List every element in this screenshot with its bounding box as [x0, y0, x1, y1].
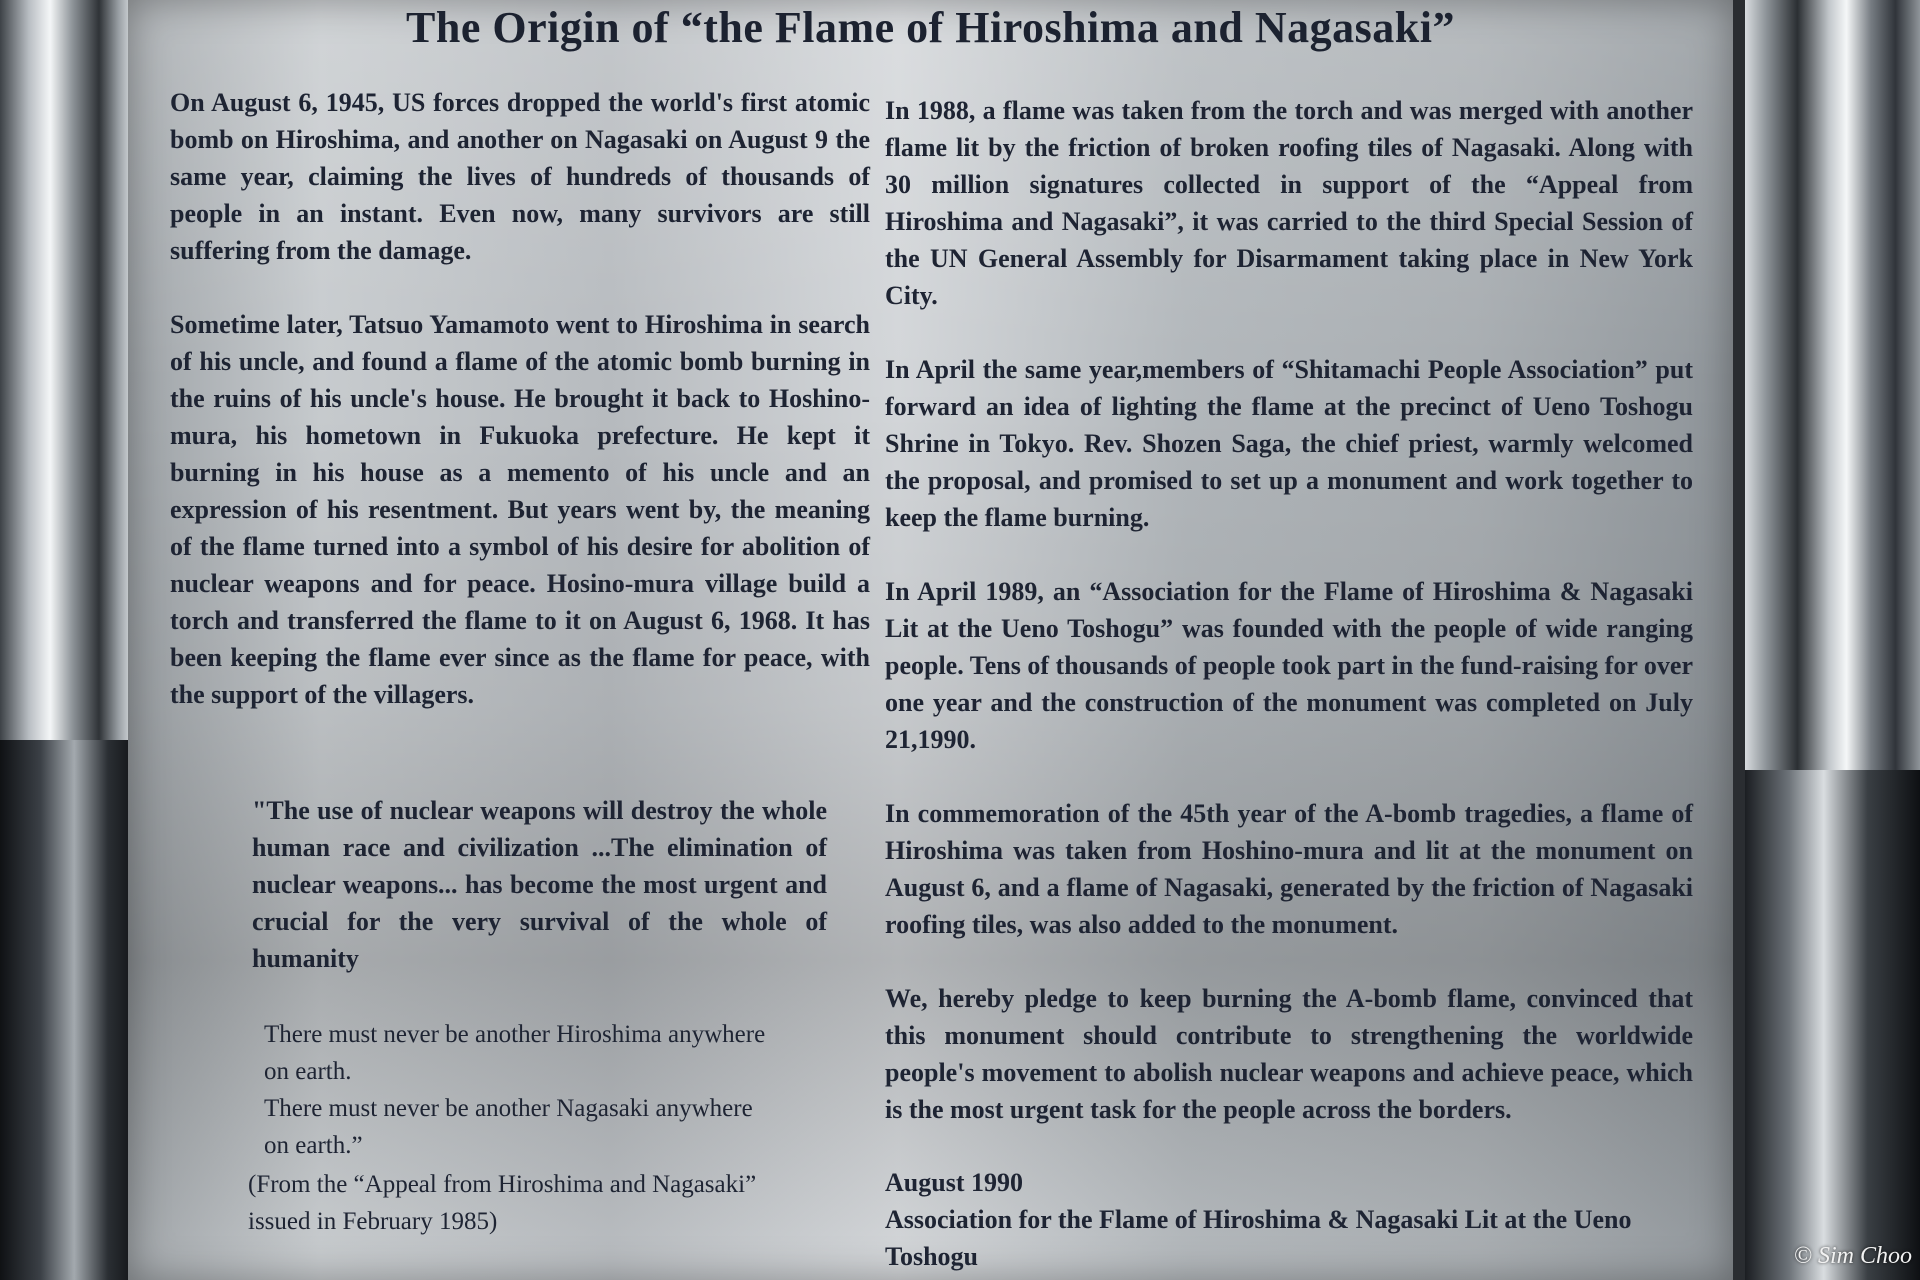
plaque-signature: Association for the Flame of Hiroshima & Nagasaki Lit at the Ueno Toshogu: [885, 1205, 1632, 1271]
source-line: issued in February 1985): [248, 1208, 498, 1235]
photo-watermark: © Sim Choo: [1793, 1243, 1912, 1269]
plaque-title: The Origin of “the Flame of Hiroshima and Nagasaki”: [406, 3, 1455, 52]
quote-line: on earth.: [264, 1058, 352, 1085]
plaque-signature-block: [885, 1164, 1693, 1275]
right-column: [885, 92, 1693, 1128]
left-column: [170, 84, 870, 713]
paragraph-commemoration: In commemoration of the 45th year of the A-bomb tragedies, a flame of Hiroshima was taken from Hoshino-mura and lit at the monument on August 6, and a flame of Nagasaki, generated by the friction of Nagasaki roofing tiles, was also added to the monument.: [885, 799, 1693, 939]
quote-line: on earth.”: [264, 1132, 363, 1159]
left-post-base: [0, 740, 135, 1280]
quote-line: There must never be another Nagasaki anywhere: [264, 1095, 753, 1122]
paragraph-yamamoto: Sometime later, Tatsuo Yamamoto went to Hiroshima in search of his uncle, and found a flame of the atomic bomb burning in the ruins of his uncle's house. He brought it back to Hoshino-mura, his hometown in Fukuoka prefecture. He kept it burning in his house as a memento of his uncle and an expression of his resentment. But years went by, the meaning of the flame turned into a symbol of his desire for abolition of nuclear weapons and for peace. Hosino-mura village build a torch and transferred the flame to it on August 6, 1968. It has been keeping the flame ever since as the flame for peace, with the support of the villagers.: [170, 310, 870, 709]
quote-source: [248, 1166, 868, 1240]
plaque-date: August 1990: [885, 1168, 1023, 1197]
paragraph-1988: In 1988, a flame was taken from the torch and was merged with another flame lit by the friction of broken roofing tiles of Nagasaki. Along with 30 million signatures collected in support of the “Appeal from Hiroshima and Nagasaki”, it was carried to the third Special Session of the UN General Assembly for Disarmament taking place in New York City.: [885, 96, 1693, 310]
quote-line: There must never be another Hiroshima anywhere: [264, 1021, 766, 1048]
paragraph-april-1988: In April the same year,members of “Shitamachi People Association” put forward an idea of lighting the flame at the precinct of Ueno Toshogu Shrine in Tokyo. Rev. Shozen Saga, the chief priest, warmly welcomed the proposal, and promised to set up a monument and work together to keep the flame burning.: [885, 355, 1693, 532]
paragraph-bombing: On August 6, 1945, US forces dropped the world's first atomic bomb on Hiroshima, and another on Nagasaki on August 9 the same year, claiming the lives of hundreds of thousands of people in an instant. Even now, many survivors are still suffering from the damage.: [170, 88, 870, 265]
appeal-quote-closing: [264, 1016, 864, 1164]
paragraph-pledge: We, hereby pledge to keep burning the A-bomb flame, convinced that this monument should contribute to strengthening the worldwide people's movement to abolish nuclear weapons and achieve peace, which is the most urgent task for the people across the borders.: [885, 984, 1693, 1124]
appeal-quote: "The use of nuclear weapons will destroy the whole human race and civilization ...The elimination of nuclear weapons... has become the most urgent and crucial for the very survival of the whole of humanity: [252, 796, 827, 973]
source-line: (From the “Appeal from Hiroshima and Nagasaki”: [248, 1171, 757, 1198]
paragraph-april-1989: In April 1989, an “Association for the Flame of Hiroshima & Nagasaki Lit at the Ueno Toshogu” was founded with the people of wide ranging people. Tens of thousands of people took part in the fund-raising for over one year and the construction of the monument was completed on July 21,1990.: [885, 577, 1693, 754]
right-post-base: [1745, 770, 1920, 1280]
memorial-plaque: [128, 0, 1733, 1280]
